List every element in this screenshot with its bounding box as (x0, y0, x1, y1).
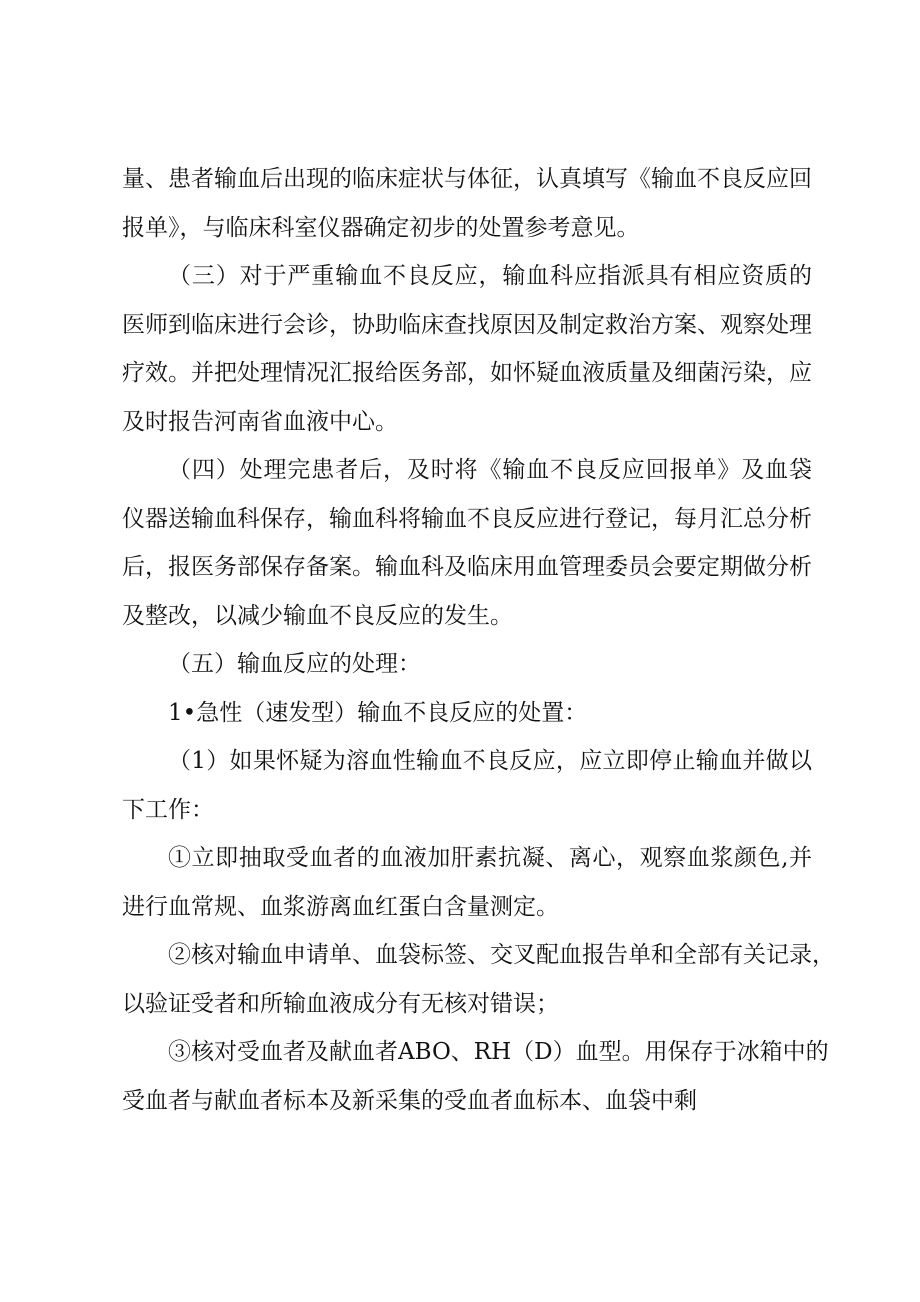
paragraph-step-3 (122, 1028, 829, 1125)
text-line: （四）处理完患者后，及时将《输血不良反应回报单》及血袋 (168, 457, 812, 483)
paragraph-item-1 (122, 737, 812, 834)
text-line: 受血者与献血者标本及新采集的受血者血标本、血袋中剩 (122, 1087, 697, 1114)
paragraph-section-5-heading (122, 640, 812, 689)
paragraph-section-3 (122, 252, 812, 446)
paragraph-subsection-1-heading (122, 689, 812, 738)
document-body (122, 155, 835, 1125)
text-line: ①立即抽取受血者的血液加肝素抗凝、离心，观察血浆颜色,并 (168, 845, 812, 871)
text-line: 以验证受者和所输血液成分有无核对错误； (122, 990, 559, 1017)
paragraph-continuation (122, 155, 812, 252)
text-line: 后，报医务部保存备案。输血科及临床用血管理委员会要定期做分析 (122, 554, 812, 580)
text-line: 仪器送输血科保存，输血科将输血不良反应进行登记，每月汇总分析 (122, 505, 812, 532)
section-heading: （五）输血反应的处理： (168, 651, 421, 677)
text-line: （1）如果怀疑为溶血性输血不良反应，应立即停止输血并做以 (168, 748, 812, 774)
paragraph-step-1 (122, 834, 812, 931)
text-line: 及整改，以减少输血不良反应的发生。 (122, 602, 513, 629)
text-line: 下工作： (122, 796, 214, 823)
text-line: 医师到临床进行会诊，协助临床查找原因及制定救治方案、观察处理 (122, 311, 812, 338)
text-line: 进行血常规、血浆游离血红蛋白含量测定。 (122, 893, 559, 920)
text-line: ②核对输血申请单、血袋标签、交叉配血报告单和全部有关记录， (168, 942, 835, 968)
text-line: 报单》，与临床科室仪器确定初步的处置参考意见。 (122, 214, 640, 241)
text-line: 及时报告河南省血液中心。 (122, 408, 398, 435)
subsection-heading: 1•急性（速发型）输血不良反应的处置： (168, 699, 588, 726)
text-line: 疗效。并把处理情况汇报给医务部，如怀疑血液质量及细菌污染，应 (122, 360, 812, 386)
text-line: （三）对于严重输血不良反应，输血科应指派具有相应资质的 (168, 263, 812, 289)
text-line: 量、患者输血后出现的临床症状与体征，认真填写《输血不良反应回 (122, 166, 812, 192)
text-line: ③核对受血者及献血者ABO、RH（D）血型。用保存于冰箱中的 (168, 1039, 829, 1065)
paragraph-section-4 (122, 446, 812, 640)
paragraph-step-2 (122, 931, 835, 1028)
